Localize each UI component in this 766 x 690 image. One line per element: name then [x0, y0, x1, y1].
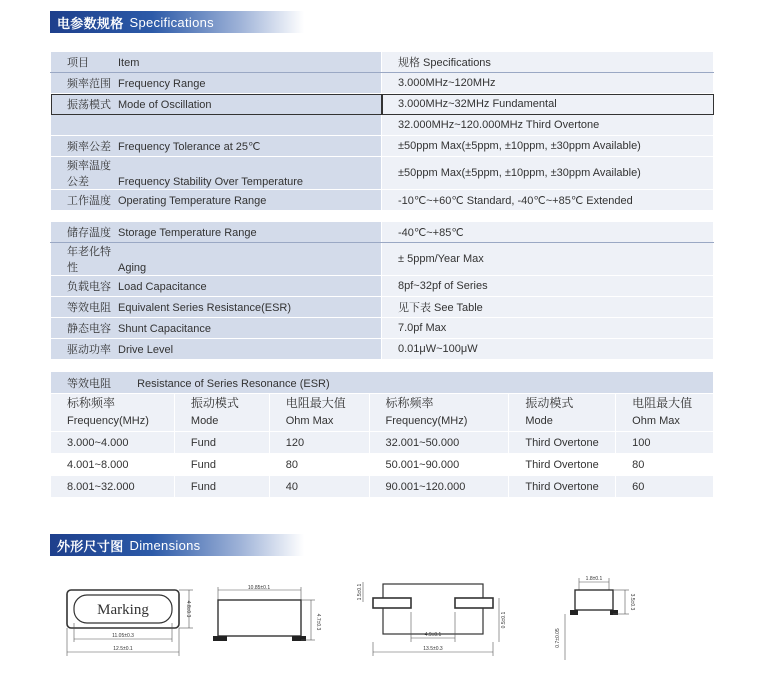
spec-param-cell	[51, 243, 382, 276]
dim-pad-label: 4.9±0.1	[424, 632, 442, 638]
spec-param-en: Frequency Stability Over Temperature	[118, 176, 304, 188]
esr-column-header	[51, 394, 175, 432]
spec-value: ± 5ppm/Year Max	[382, 243, 714, 276]
esr-title-zh: 等效电阻	[67, 377, 111, 390]
spec-param-en: Equivalent Series Resistance(ESR)	[118, 302, 292, 314]
esr-cell: Third Overtone	[509, 432, 616, 454]
esr-column-en: Ohm Max	[285, 415, 334, 427]
esr-column-zh: 电阻最大值	[285, 396, 346, 410]
spec-param-en: Frequency Tolerance at 25℃	[118, 141, 261, 153]
spec-value: 见下表 See Table	[382, 297, 714, 318]
spec-value: 8pf~32pf of Series	[382, 276, 714, 297]
specifications-title-zh: 电参数规格	[57, 15, 124, 31]
spec-param-zh: 频率公差	[67, 141, 111, 153]
dim-height-label: 4.8±0.3	[185, 600, 191, 618]
dim-end-side-label: 3.5±0.3	[629, 593, 635, 611]
spec-param-cell	[51, 157, 382, 190]
spec-param-zh: 工作温度	[67, 195, 111, 207]
spec-value: 7.0pf Max	[382, 318, 714, 339]
esr-column-zh: 振动模式	[525, 396, 574, 410]
spec-value: 32.000MHz~120.000MHz Third Overtone	[382, 115, 714, 136]
esr-cell: 50.001~90.000	[369, 454, 509, 476]
spec-row	[51, 243, 714, 276]
esr-title-en: Resistance of Series Resonance (ESR)	[137, 377, 330, 390]
dimension-drawing-end-view	[545, 570, 655, 670]
dim-top-label: 10.85±0.1	[247, 585, 271, 591]
spec-row	[51, 136, 714, 157]
esr-cell: 80	[616, 454, 714, 476]
dim-total-label: 12.5±0.1	[113, 646, 133, 652]
dim-end-bottom-label: 0.7±0.05	[555, 628, 561, 648]
specifications-header	[50, 11, 304, 33]
spec-value: 3.000MHz~120MHz	[382, 73, 714, 94]
spec-param-zh: 静态电容	[67, 323, 111, 335]
esr-column-header	[174, 394, 269, 432]
specifications-table	[50, 51, 714, 211]
spec-row	[51, 339, 714, 360]
spec-param-cell	[51, 115, 382, 136]
esr-column-zh: 振动模式	[190, 396, 239, 410]
spec-param-en: Aging	[118, 262, 147, 274]
spec-param-cell	[51, 276, 382, 297]
dimensions-title-zh: 外形尺寸图	[57, 538, 124, 554]
spec-value: 规格 Specifications	[382, 52, 714, 73]
spec-row	[51, 115, 714, 136]
esr-column-zh: 标称频率	[385, 396, 434, 410]
spec-param-en: Frequency Range	[118, 78, 206, 90]
spec-row	[51, 297, 714, 318]
dimension-drawing-top-view	[55, 578, 200, 660]
spec-param-cell	[51, 318, 382, 339]
spec-param-zh: 驱动功率	[67, 344, 111, 356]
dimensions-title-en: Dimensions	[129, 537, 201, 553]
spec-value: ±50ppm Max(±5ppm, ±10ppm, ±30ppm Available)	[382, 136, 714, 157]
spec-param-cell	[51, 136, 382, 157]
esr-column-header	[509, 394, 616, 432]
esr-cell: Fund	[174, 454, 269, 476]
esr-table-header	[51, 372, 714, 394]
spec-param-cell	[51, 339, 382, 360]
spec-value: -40℃~+85℃	[382, 222, 714, 243]
marking-label: Marking	[97, 602, 149, 618]
esr-table-row	[51, 454, 714, 476]
spec-row	[51, 94, 714, 115]
spec-param-cell	[51, 297, 382, 318]
spec-row	[51, 52, 714, 73]
spec-param-cell	[51, 73, 382, 94]
spec-row	[51, 222, 714, 243]
dim-total-pad-label: 13.5±0.3	[423, 646, 443, 652]
spec-param-cell	[51, 190, 382, 211]
esr-table-row	[51, 476, 714, 498]
spec-param-en: Load Capacitance	[118, 281, 207, 293]
spec-param-en: Shunt Capacitance	[118, 323, 211, 335]
specifications-title-en: Specifications	[129, 14, 214, 30]
spec-param-zh: 储存温度	[67, 227, 111, 239]
spec-value: ±50ppm Max(±5ppm, ±10ppm, ±30ppm Available)	[382, 157, 714, 190]
spec-param-en: Drive Level	[118, 344, 174, 356]
spec-row	[51, 73, 714, 94]
spec-param-zh: 项目	[67, 57, 89, 69]
esr-column-header	[369, 394, 509, 432]
spec-value: 3.000MHz~32MHz Fundamental	[382, 94, 714, 115]
spec-param-zh: 年老化特性	[67, 246, 111, 274]
esr-column-en: Mode	[190, 415, 219, 427]
esr-cell: 100	[616, 432, 714, 454]
dim-left-label: 1.5±0.1	[357, 583, 363, 601]
esr-column-headers	[51, 394, 714, 432]
esr-cell: 40	[269, 476, 369, 498]
dimensions-header	[50, 534, 304, 556]
spec-param-en: Operating Temperature Range	[118, 195, 267, 207]
spec-value: 0.01μW~100μW	[382, 339, 714, 360]
spec-param-zh: 频率范围	[67, 78, 111, 90]
dimension-drawing-pad-layout	[355, 572, 515, 662]
spec-value: -10℃~+60℃ Standard, -40℃~+85℃ Extended	[382, 190, 714, 211]
spec-param-zh: 负载电容	[67, 281, 111, 293]
spec-param-en: Storage Temperature Range	[118, 227, 257, 239]
esr-column-en: Ohm Max	[632, 415, 680, 427]
esr-cell: Third Overtone	[509, 476, 616, 498]
esr-column-zh: 电阻最大值	[632, 396, 693, 410]
spec-row	[51, 190, 714, 211]
spec-param-zh: 振荡模式	[67, 99, 111, 111]
spec-row	[51, 276, 714, 297]
esr-cell: 32.001~50.000	[369, 432, 509, 454]
esr-cell: Fund	[174, 432, 269, 454]
dim-right-label: 0.5±0.1	[501, 611, 507, 629]
dim-end-top-label: 1.8±0.1	[585, 576, 603, 582]
esr-column-en: Frequency(MHz)	[385, 415, 468, 427]
spec-param-cell	[51, 222, 382, 243]
specifications-table-2	[50, 221, 714, 360]
esr-cell: 60	[616, 476, 714, 498]
spec-param-cell	[51, 52, 382, 73]
esr-cell: Fund	[174, 476, 269, 498]
spec-param-zh: 频率温度公差	[67, 160, 111, 188]
dimension-drawing-side-view	[203, 582, 333, 652]
esr-cell: 80	[269, 454, 369, 476]
spec-row	[51, 318, 714, 339]
esr-table	[50, 371, 714, 498]
dim-width-label: 11.05±0.3	[112, 633, 134, 639]
spec-row	[51, 157, 714, 190]
dim-side-label: 4.7±0.3	[315, 613, 321, 631]
esr-cell: 4.001~8.000	[51, 454, 175, 476]
esr-cell: 3.000~4.000	[51, 432, 175, 454]
spec-param-zh: 等效电阻	[67, 302, 111, 314]
spec-param-cell	[51, 94, 382, 115]
esr-cell: Third Overtone	[509, 454, 616, 476]
esr-column-header	[616, 394, 714, 432]
esr-table-row	[51, 432, 714, 454]
esr-cell: 120	[269, 432, 369, 454]
esr-cell: 8.001~32.000	[51, 476, 175, 498]
esr-column-zh: 标称频率	[67, 396, 116, 410]
esr-column-header	[269, 394, 369, 432]
spec-param-en: Item	[118, 57, 140, 69]
esr-column-en: Frequency(MHz)	[67, 415, 149, 427]
esr-cell: 90.001~120.000	[369, 476, 509, 498]
spec-param-en: Mode of Oscillation	[118, 99, 212, 111]
esr-column-en: Mode	[525, 415, 553, 427]
